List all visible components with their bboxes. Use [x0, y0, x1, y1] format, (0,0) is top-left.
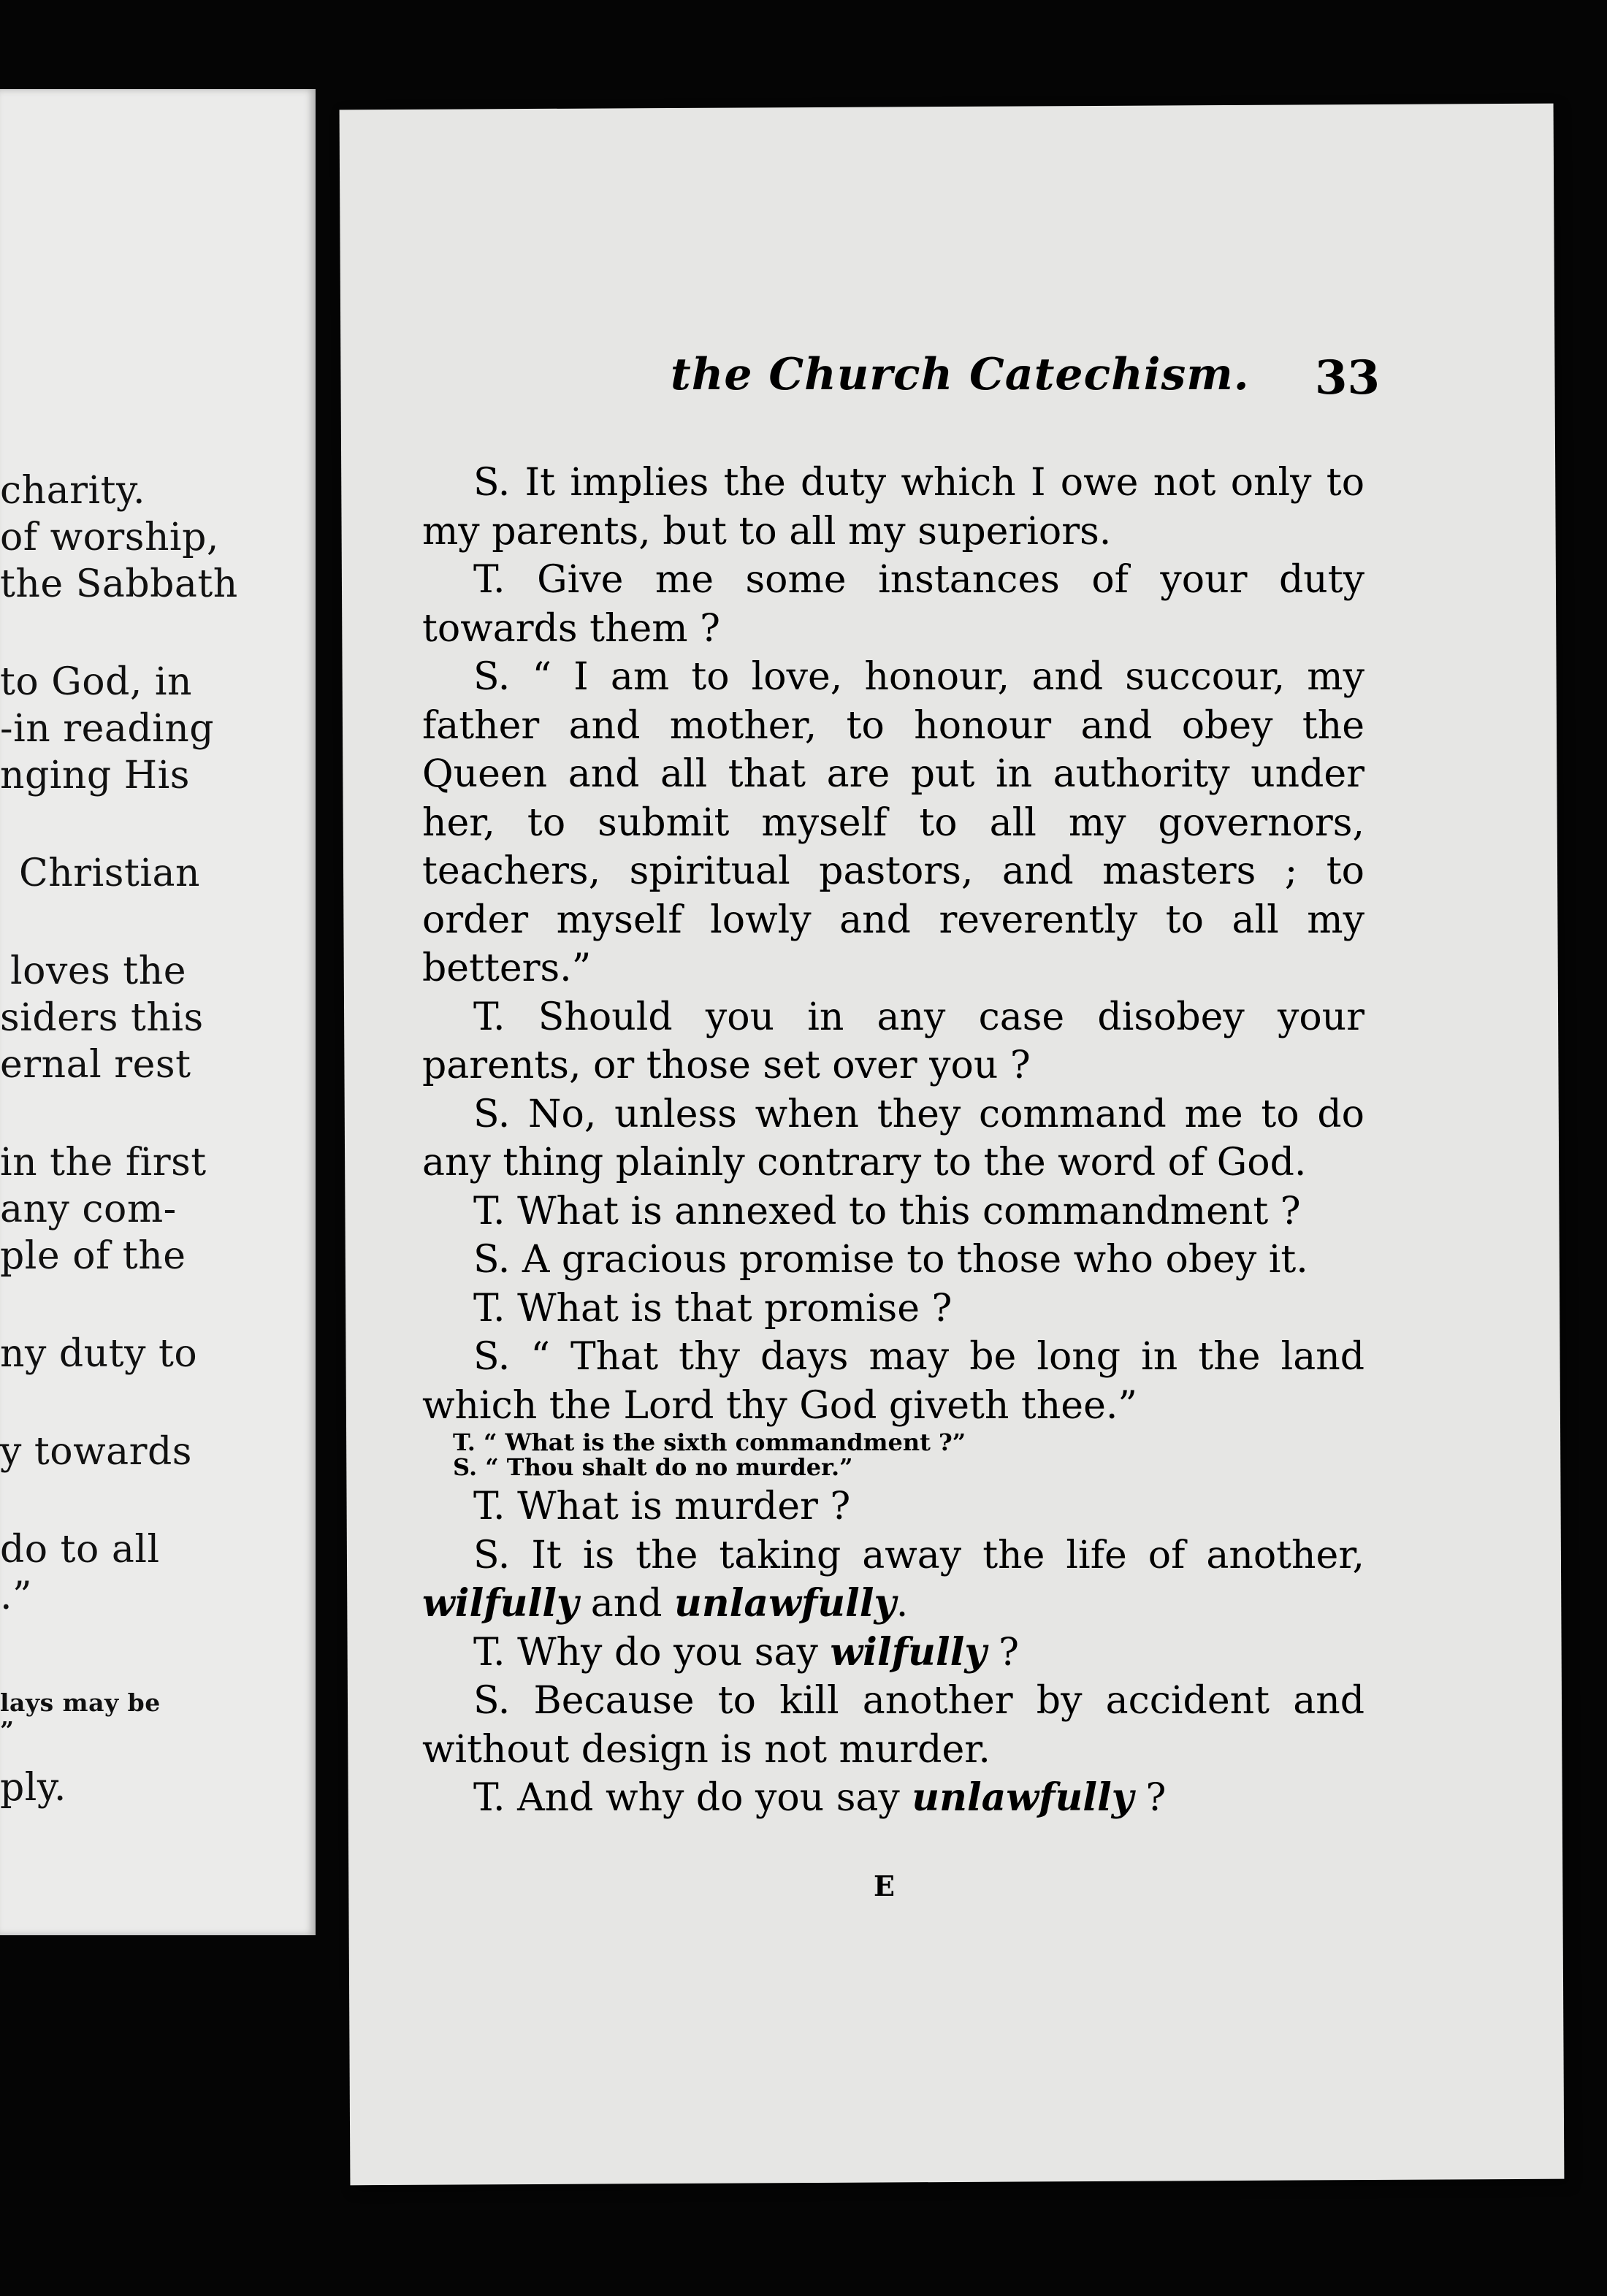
left-page-line: ”: [0, 1716, 15, 1745]
page-number: 33: [1315, 351, 1381, 405]
italic-word: unlawfully: [674, 1581, 896, 1626]
left-page-line: -in reading: [0, 707, 215, 751]
left-page-line: to God, in: [0, 660, 193, 704]
text-span: and: [579, 1582, 675, 1626]
italic-word: wilfully: [422, 1581, 579, 1626]
left-page-line: nging His: [0, 754, 190, 797]
left-page-line: in the first: [0, 1141, 207, 1185]
left-page-line: loves the: [10, 949, 186, 993]
text-span: ?: [1134, 1776, 1167, 1820]
paragraph: S. It implies the duty which I owe not only to my parents, but to all my superiors.: [422, 461, 1364, 554]
paragraph: S. “ That thy days may be long in the land which the Lord thy God giveth thee.”: [422, 1335, 1364, 1428]
left-page-line: ernal rest: [0, 1043, 191, 1087]
left-page-line: siders this: [0, 996, 204, 1040]
page-body: [422, 459, 1364, 1823]
small-print-line: T. “ What is the sixth commandment ?”: [453, 1428, 966, 1456]
text-span: .: [896, 1582, 909, 1626]
text-span: T. Why do you say: [473, 1630, 831, 1675]
left-page-line: .”: [0, 1574, 33, 1618]
left-page-line: of worship,: [0, 516, 219, 559]
paragraph: T. What is annexed to this commandment ?: [473, 1189, 1301, 1233]
left-page-line: y towards: [0, 1430, 192, 1474]
paragraph: S. No, unless when they command me to do any thing plainly contrary to the word of God.: [422, 1092, 1364, 1185]
italic-word: wilfully: [830, 1629, 987, 1675]
paragraph: S. A gracious promise to those who obey it.: [473, 1238, 1308, 1282]
paragraph: S. “ I am to love, honour, and succour, my father and mother, to honour and obey the Queen and all that are put in authority under her, to submit myself to all my governors, teachers, spiritual pastors, and masters ; to order myself lowly and reverently to all my betters.”: [422, 655, 1364, 990]
paragraph: T. Give me some instances of your duty towards them ?: [422, 558, 1364, 651]
italic-word: unlawfully: [912, 1775, 1134, 1820]
running-header: the Church Catechism.: [671, 349, 1250, 400]
paragraph: [422, 1629, 1364, 1677]
paragraph: [422, 1774, 1364, 1823]
paragraph: T. Should you in any case disobey your parents, or those set over you ?: [422, 995, 1364, 1087]
left-page-line: do to all: [0, 1528, 160, 1572]
left-page-line: lays may be: [0, 1688, 161, 1717]
small-print-line: S. “ Thou shalt do no murder.”: [453, 1453, 853, 1481]
text-span: S. It is the taking away the life of another,: [473, 1533, 1364, 1577]
left-page-line: ple of the: [0, 1234, 186, 1278]
left-page: [0, 89, 316, 1935]
paragraph: [422, 1531, 1364, 1629]
left-page-line: any com-: [0, 1187, 177, 1231]
left-page-line: charity.: [0, 469, 145, 513]
left-page-line: the Sabbath: [0, 562, 238, 606]
left-page-line: ny duty to: [0, 1332, 198, 1376]
paragraph: T. What is that promise ?: [473, 1286, 953, 1331]
paragraph: S. Because to kill another by accident and without design is not murder.: [422, 1679, 1364, 1772]
paragraph: T. What is murder ?: [473, 1485, 851, 1528]
text-span: ?: [986, 1630, 1019, 1675]
left-page-line: ply.: [0, 1766, 66, 1810]
text-span: T. And why do you say: [473, 1776, 912, 1820]
signature-mark: E: [874, 1870, 895, 1902]
left-page-line: Christian: [19, 852, 200, 895]
